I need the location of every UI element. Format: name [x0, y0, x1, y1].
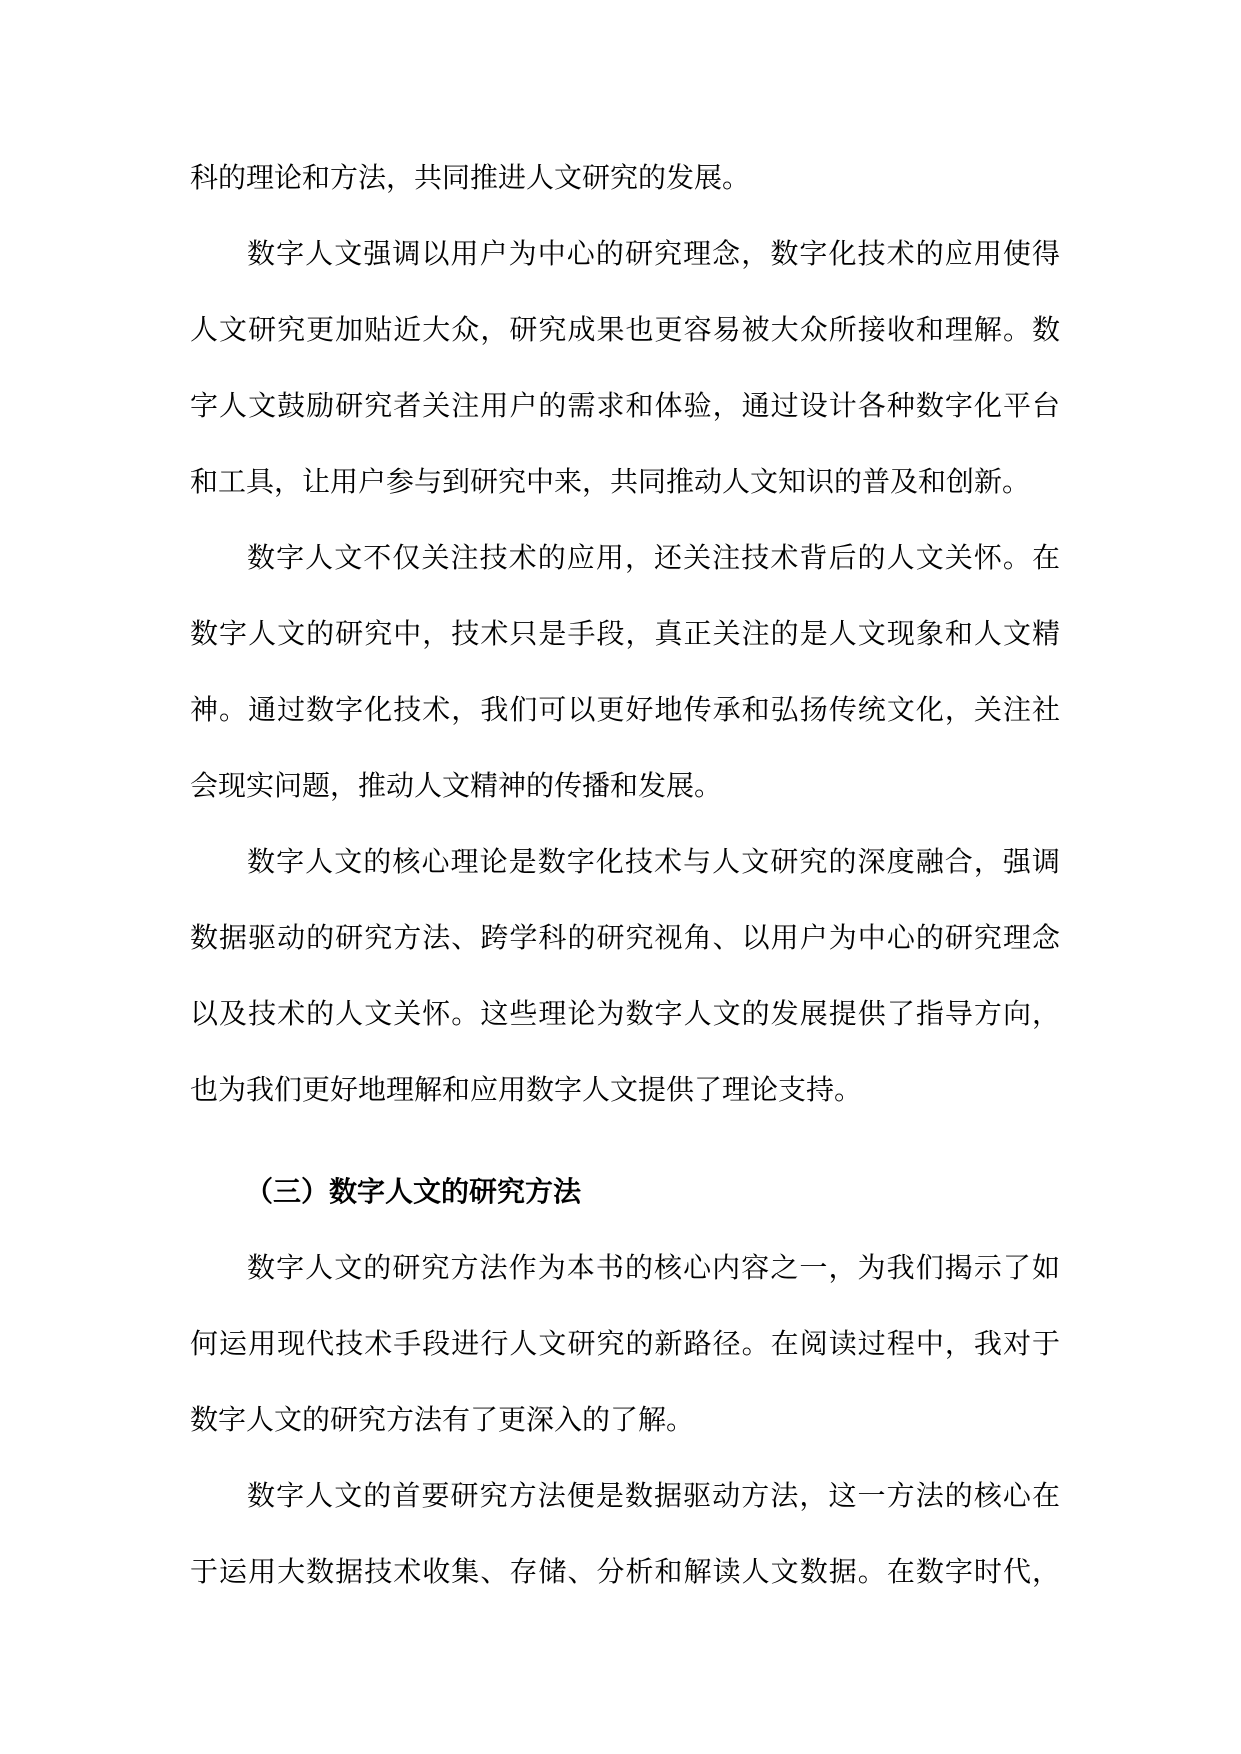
paragraph-line: 会现实问题，推动人文精神的传播和发展。 [190, 769, 723, 802]
document-body [190, 140, 1060, 1610]
paragraph-line: 数字人文不仅关注技术的应用，还关注技术背后的人文关怀。在 [247, 541, 1060, 574]
paragraph-line: 数字人文的研究中，技术只是手段，真正关注的是人文现象和人文精 [190, 617, 1060, 650]
paragraph-6 [190, 1458, 1060, 1610]
paragraph-line: 和工具，让用户参与到研究中来，共同推动人文知识的普及和创新。 [190, 465, 1031, 498]
paragraph-line: 数字人文的研究方法作为本书的核心内容之一，为我们揭示了如 [247, 1251, 1060, 1284]
paragraph-line: 数字人文强调以用户为中心的研究理念，数字化技术的应用使得 [247, 237, 1060, 270]
paragraph-line: 于运用大数据技术收集、存储、分析和解读人文数据。在数字时代， [190, 1555, 1060, 1588]
paragraph-3 [190, 520, 1060, 824]
paragraph-line: 数据驱动的研究方法、跨学科的研究视角、以用户为中心的研究理念 [190, 921, 1060, 954]
paragraph-4 [190, 824, 1060, 1128]
paragraph-line: 数字人文的核心理论是数字化技术与人文研究的深度融合，强调 [247, 845, 1060, 878]
paragraph-line: 人文研究更加贴近大众，研究成果也更容易被大众所接收和理解。数 [190, 313, 1060, 346]
paragraph-line: 也为我们更好地理解和应用数字人文提供了理论支持。 [190, 1073, 863, 1106]
paragraph-line: 字人文鼓励研究者关注用户的需求和体验，通过设计各种数字化平台 [190, 389, 1060, 422]
paragraph-line: 何运用现代技术手段进行人文研究的新路径。在阅读过程中，我对于 [190, 1327, 1060, 1360]
paragraph-line: 以及技术的人文关怀。这些理论为数字人文的发展提供了指导方向， [190, 997, 1060, 1030]
paragraph-5 [190, 1230, 1060, 1458]
paragraph-line: 数字人文的研究方法有了更深入的了解。 [190, 1403, 695, 1436]
paragraph-line: 神。通过数字化技术，我们可以更好地传承和弘扬传统文化，关注社 [190, 693, 1060, 726]
paragraph-1 [190, 140, 1060, 216]
paragraph-line: 数字人文的首要研究方法便是数据驱动方法，这一方法的核心在 [247, 1479, 1060, 1512]
section-heading: （三）数字人文的研究方法 [245, 1175, 582, 1208]
paragraph-2 [190, 216, 1060, 520]
paragraph-line: 科的理论和方法，共同推进人文研究的发展。 [190, 161, 751, 194]
